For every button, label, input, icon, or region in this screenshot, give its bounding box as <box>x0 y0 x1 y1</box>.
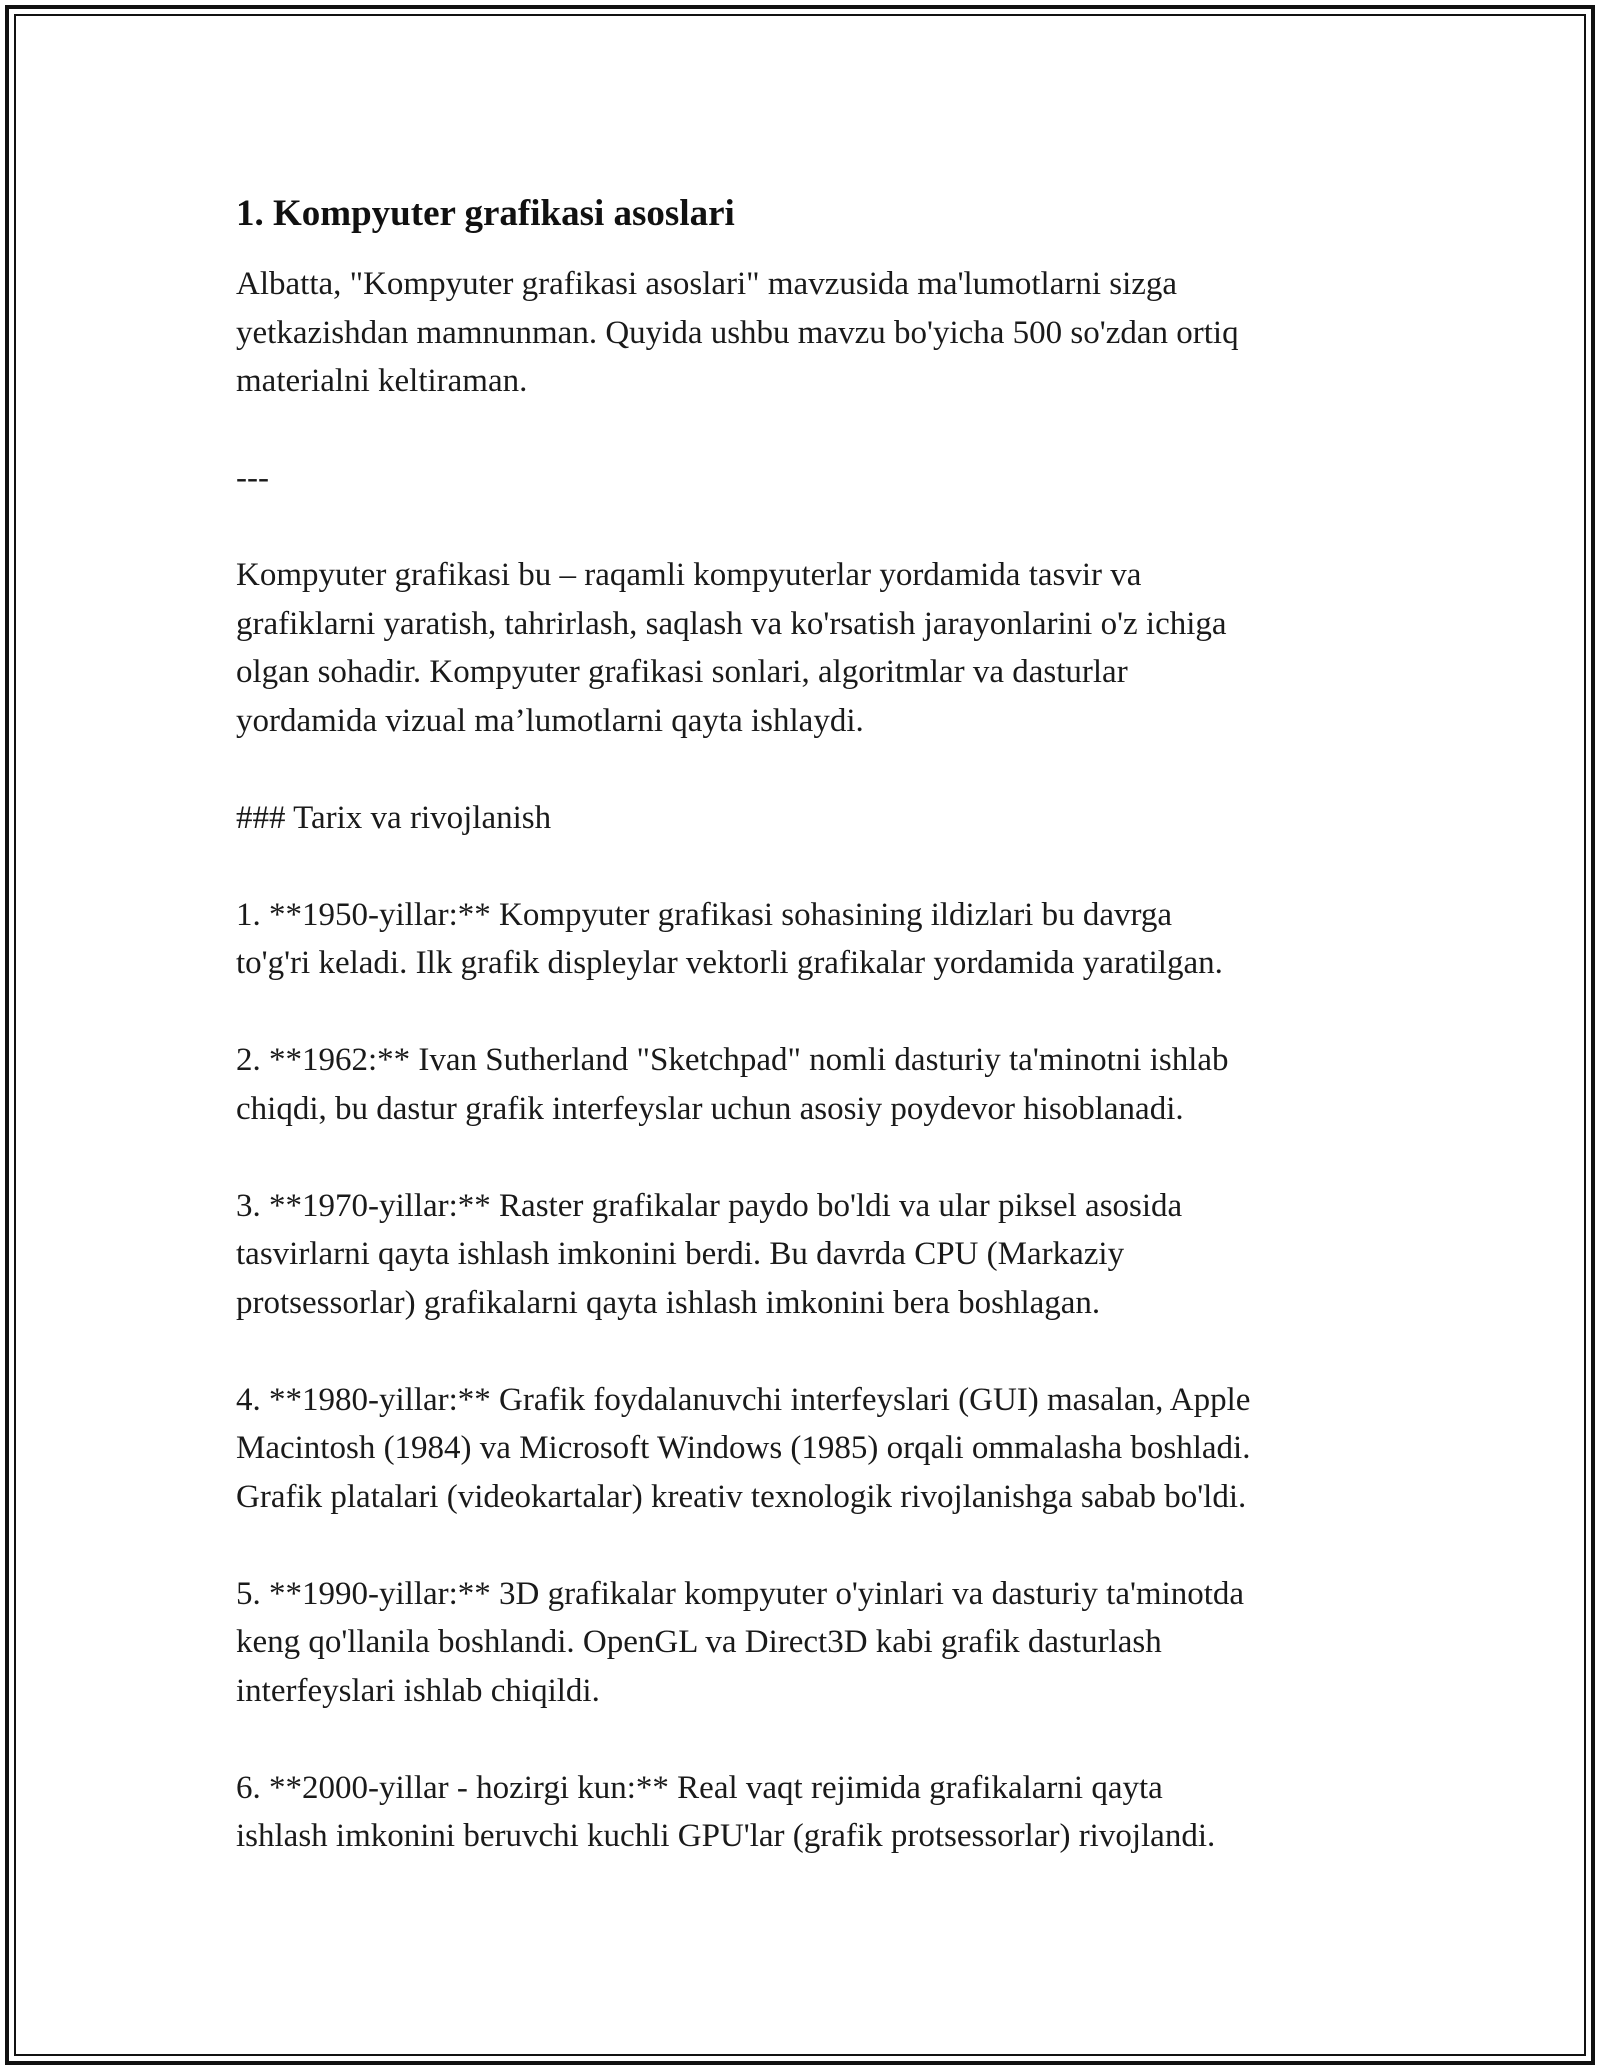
definition-line: olgan sohadir. Kompyuter grafikasi sonlari, algoritmlar va dasturlar <box>236 654 1128 690</box>
definition-line: grafiklarni yaratish, tahrirlash, saqlash va ko'rsatish jarayonlarini o'z ichiga <box>236 605 1227 642</box>
intro-line: Albatta, "Kompyuter grafikasi asoslari" mavzusida ma'lumotlarni sizga <box>236 266 1178 302</box>
document-body <box>236 186 1376 1861</box>
intro-paragraph <box>236 260 1376 406</box>
history-line: 2. **1962:** Ivan Sutherland "Sketchpad" nomli dasturiy ta'minotni ishlab <box>236 1042 1229 1078</box>
history-item-2000 <box>236 1764 1376 1861</box>
intro-line: materialni keltiraman. <box>236 363 528 399</box>
history-line: 5. **1990-yillar:** 3D grafikalar kompyuter o'yinlari va dasturiy ta'minotda <box>236 1575 1245 1612</box>
history-line: ishlash imkonini beruvchi kuchli GPU'lar (grafik protsessorlar) rivojlandi. <box>236 1818 1216 1854</box>
separator-line: --- <box>236 460 269 496</box>
history-line: 1. **1950-yillar:** Kompyuter grafikasi sohasining ildizlari bu davrga <box>236 896 1173 933</box>
definition-line: yordamida vizual ma’lumotlarni qayta ishlaydi. <box>236 702 864 739</box>
history-line: chiqdi, bu dastur grafik interfeyslar uchun asosiy poydevor hisoblanadi. <box>236 1090 1184 1127</box>
history-line: 4. **1980-yillar:** Grafik foydalanuvchi interfeyslari (GUI) masalan, Apple <box>236 1381 1251 1418</box>
history-item-1980 <box>236 1376 1376 1522</box>
history-line: interfeyslari ishlab chiqildi. <box>236 1672 600 1709</box>
history-line: protsessorlar) grafikalarni qayta ishlash imkonini bera boshlagan. <box>236 1284 1101 1321</box>
history-item-1990 <box>236 1570 1376 1716</box>
definition-paragraph <box>236 551 1376 745</box>
section-heading: ### Tarix va rivojlanish <box>236 799 552 836</box>
history-line: Macintosh (1984) va Microsoft Windows (1985) orqali ommalasha boshladi. <box>236 1430 1251 1466</box>
history-item-1970 <box>236 1182 1376 1328</box>
intro-line: yetkazishdan mamnunman. Quyida ushbu mavzu bo'yicha 500 so'zdan ortiq <box>236 314 1239 351</box>
definition-line: Kompyuter grafikasi bu – raqamli kompyuterlar yordamida tasvir va <box>236 557 1142 593</box>
history-item-1950 <box>236 891 1376 988</box>
history-item-1962 <box>236 1036 1376 1133</box>
history-line: tasvirlarni qayta ishlash imkonini berdi. Bu davrda CPU (Markaziy <box>236 1236 1125 1272</box>
history-line: 6. **2000-yillar - hozirgi kun:** Real vaqt rejimida grafikalarni qayta <box>236 1769 1163 1806</box>
history-line: keng qo'llanila boshlandi. OpenGL va Direct3D kabi grafik dasturlash <box>236 1624 1162 1660</box>
history-line: Grafik platalari (videokartalar) kreativ texnologik rivojlanishga sabab bo'ldi. <box>236 1478 1247 1515</box>
history-line: 3. **1970-yillar:** Raster grafikalar paydo bo'ldi va ular piksel asosida <box>236 1187 1183 1224</box>
history-line: to'g'ri keladi. Ilk grafik displeylar vektorli grafikalar yordamida yaratilgan. <box>236 945 1223 981</box>
document-title: 1. Kompyuter grafikasi asoslari <box>236 193 735 234</box>
